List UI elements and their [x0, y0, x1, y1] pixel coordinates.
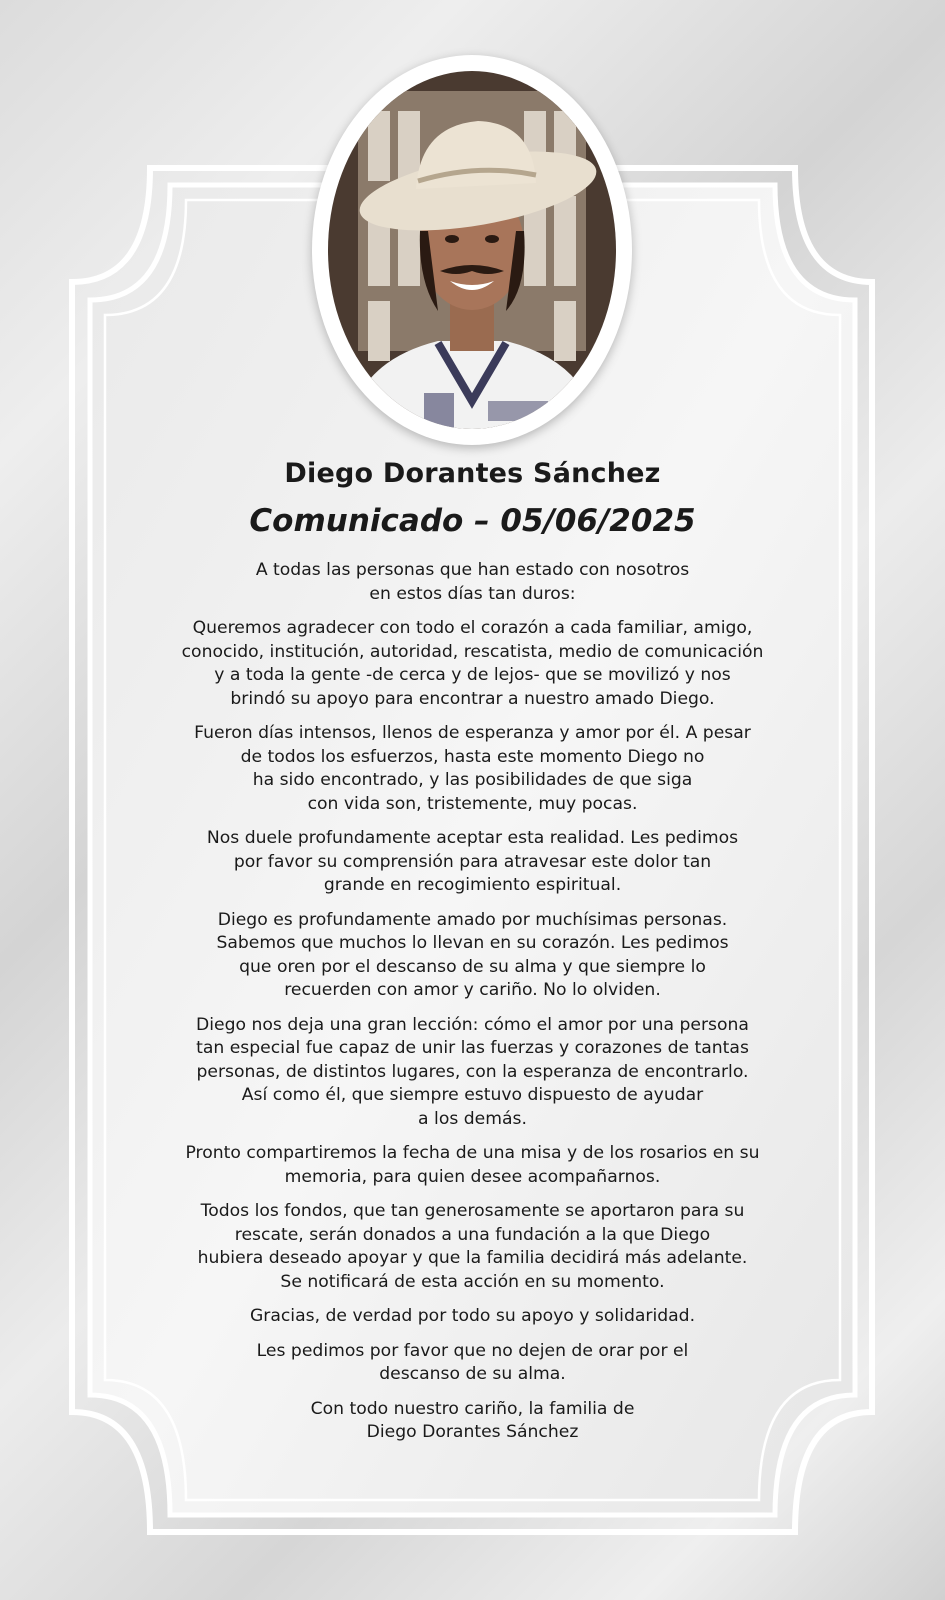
message-paragraphs [120, 559, 825, 1445]
message-paragraph: Fueron días intensos, llenos de esperanza y amor por él. A pesar de todos los esfuerzos, hasta este momento Diego no ha sido encontrado, y las posibilidades de que siga con vida son, tristemente, muy pocas. [194, 723, 751, 814]
message-paragraph: Diego nos deja una gran lección: cómo el amor por una persona tan especial fue capaz de unir las fuerzas y corazones de tantas personas, de distintos lugares, con la esperanza de encontrarlo. Así como él, que siempre estuvo dispuesto de ayudar a los demás. [196, 1014, 749, 1129]
message-paragraph: A todas las personas que han estado con nosotros en estos días tan duros: [255, 560, 690, 604]
family-signature: Con todo nuestro cariño, la familia de Diego Dorantes Sánchez [310, 1398, 635, 1442]
message-paragraph: Queremos agradecer con todo el corazón a cada familiar, amigo, conocido, institución, autoridad, rescatista, medio de comunicación y a toda la gente -de cerca y de lejos- que se movilizó y nos brindó su apoyo para encontrar a nuestro amado Diego. [181, 618, 764, 709]
portrait-illustration [328, 71, 616, 429]
message-paragraph: Nos duele profundamente aceptar esta realidad. Les pedimos por favor su comprensión para atravesar este dolor tan grande en recogimiento espiritual. [206, 828, 739, 895]
message-paragraph: Diego es profundamente amado por muchísimas personas. Sabemos que muchos lo llevan en su corazón. Les pedimos que oren por el descanso de su alma y que siempre lo recuerden con amor y cariño. No lo olviden. [216, 909, 729, 1000]
portrait-photo [328, 71, 616, 429]
message-paragraph: Todos los fondos, que tan generosamente se aportaron para su rescate, serán donados a una fundación a la que Diego hubiera deseado apoyar y que la familia decidirá más adelante. Se notificará de esta acción en su momento. [197, 1201, 748, 1292]
communique-body [120, 458, 825, 1456]
message-paragraph: Les pedimos por favor que no dejen de orar por el descanso de su alma. [256, 1340, 689, 1384]
message-paragraph: Gracias, de verdad por todo su apoyo y solidaridad. [249, 1306, 696, 1326]
message-paragraph: Pronto compartiremos la fecha de una misa y de los rosarios en su memoria, para quien desee acompañarnos. [185, 1143, 760, 1187]
memorial-portrait [312, 55, 632, 445]
communique-title: Comunicado – 05/06/2025 [249, 503, 696, 539]
deceased-name: Diego Dorantes Sánchez [284, 458, 661, 489]
